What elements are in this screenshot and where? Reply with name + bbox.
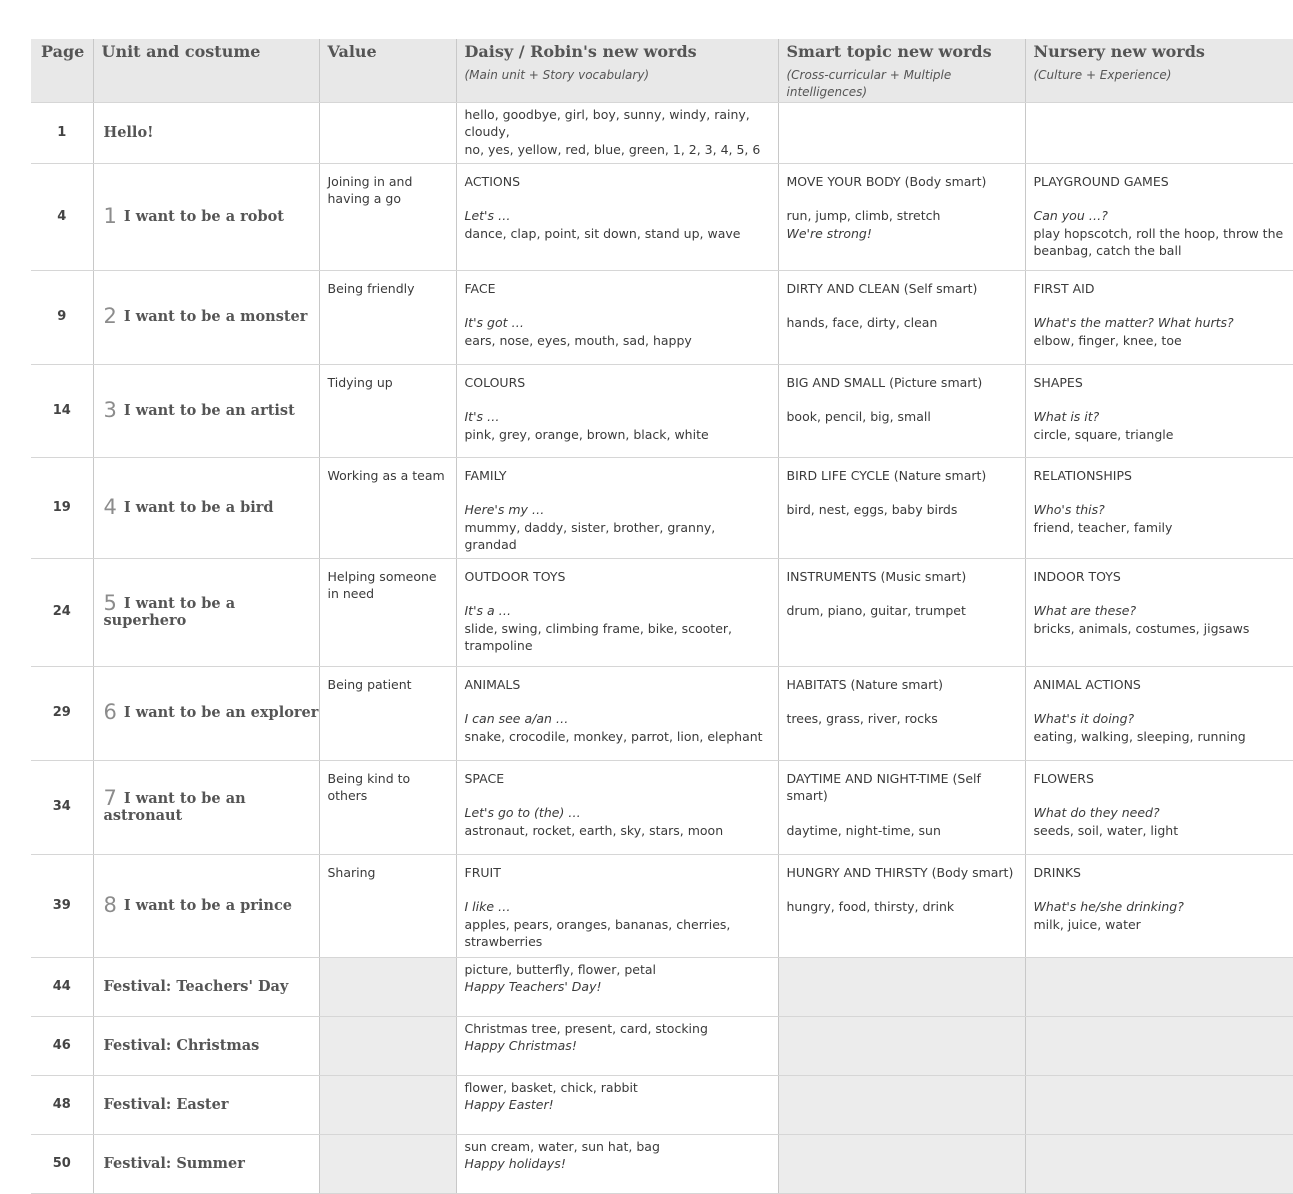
daisy-phrase: Here's my … — [464, 502, 545, 517]
header-nursery — [1025, 39, 1293, 102]
nursery-vocab: seeds, soil, water, light — [1033, 822, 1179, 838]
nursery-phrase: Who's this? — [1033, 502, 1105, 517]
value-cell — [319, 957, 456, 1016]
smart-vocab: hands, face, dirty, clean — [786, 315, 938, 330]
unit-title — [93, 666, 319, 760]
value-cell: Sharing — [319, 854, 456, 957]
unit-number: 7 — [103, 785, 117, 810]
smart-topic: DAYTIME AND NIGHT-TIME (Self smart) — [786, 770, 981, 803]
unit-title-text: I want to be a superhero — [103, 594, 236, 629]
value-cell: Helping someone in need — [319, 558, 456, 666]
daisy-vocab: mummy, daddy, sister, brother, granny, grandad — [464, 519, 716, 552]
nursery-words — [1025, 163, 1293, 270]
daisy-topic: SPACE — [464, 770, 505, 786]
festival-phrase: Happy Easter! — [464, 1097, 554, 1112]
smart-topic: DIRTY AND CLEAN (Self smart) — [786, 280, 978, 296]
value-cell — [319, 1075, 456, 1134]
header-page: Page — [31, 39, 93, 102]
header-value: Value — [319, 39, 456, 102]
table-row — [31, 957, 1293, 1016]
daisy-topic: COLOURS — [464, 374, 526, 390]
value-cell: Being kind to others — [319, 760, 456, 854]
nursery-words — [1025, 854, 1293, 957]
smart-topic: INSTRUMENTS (Music smart) — [786, 568, 967, 584]
unit-title-text: I want to be a robot — [123, 207, 284, 225]
nursery-words — [1025, 270, 1293, 364]
header-smart-title: Smart topic new words — [786, 42, 992, 61]
smart-vocab: drum, piano, guitar, trumpet — [786, 603, 966, 618]
unit-number: 5 — [103, 590, 117, 615]
smart-words — [778, 854, 1025, 957]
smart-topic: MOVE YOUR BODY (Body smart) — [786, 173, 987, 189]
header-daisy-subtitle: (Main unit + Story vocabulary) — [464, 67, 650, 82]
page-number: 48 — [31, 1075, 93, 1134]
daisy-words — [456, 1075, 778, 1134]
daisy-words — [456, 457, 778, 558]
unit-title: Hello! — [93, 102, 319, 163]
daisy-words — [456, 854, 778, 957]
nursery-topic: PLAYGROUND GAMES — [1033, 173, 1169, 189]
table-row — [31, 1134, 1293, 1193]
daisy-topic: ACTIONS — [464, 173, 521, 189]
unit-title — [93, 270, 319, 364]
table-row — [31, 1075, 1293, 1134]
syllabus-sheet — [31, 39, 1293, 1194]
unit-number: 6 — [103, 700, 117, 725]
nursery-topic: DRINKS — [1033, 864, 1081, 880]
nursery-phrase: What do they need? — [1033, 805, 1160, 820]
nursery-words — [1025, 666, 1293, 760]
daisy-phrase: It's got … — [464, 315, 524, 330]
smart-words — [778, 364, 1025, 457]
nursery-vocab: circle, square, triangle — [1033, 426, 1174, 442]
table-body — [31, 102, 1293, 1193]
daisy-words-line: hello, goodbye, girl, boy, sunny, windy, rainy, cloudy, — [464, 106, 750, 139]
nursery-topic: FLOWERS — [1033, 770, 1094, 786]
page-number: 44 — [31, 957, 93, 1016]
table-row — [31, 457, 1293, 558]
smart-words — [778, 666, 1025, 760]
value-cell: Being friendly — [319, 270, 456, 364]
daisy-vocab: apples, pears, oranges, bananas, cherries, strawberries — [464, 916, 731, 949]
daisy-vocab: snake, crocodile, monkey, parrot, lion, elephant — [464, 728, 763, 744]
daisy-vocab: dance, clap, point, sit down, stand up, wave — [464, 225, 741, 241]
smart-words — [778, 270, 1025, 364]
table-row — [31, 270, 1293, 364]
unit-number: 8 — [103, 892, 117, 917]
header-unit: Unit and costume — [93, 39, 319, 102]
smart-phrase: We're strong! — [786, 225, 872, 241]
unit-number: 1 — [103, 203, 117, 228]
daisy-words — [456, 1134, 778, 1193]
value-cell — [319, 1016, 456, 1075]
festival-vocab: picture, butterfly, flower, petal — [464, 961, 656, 977]
daisy-words — [456, 760, 778, 854]
nursery-vocab: play hopscotch, roll the hoop, throw the beanbag, catch the ball — [1033, 225, 1284, 258]
smart-words — [778, 1016, 1025, 1075]
value-cell: Working as a team — [319, 457, 456, 558]
unit-title-text: I want to be a bird — [123, 498, 274, 516]
unit-number: 2 — [103, 304, 117, 329]
daisy-words — [456, 1016, 778, 1075]
smart-words — [778, 163, 1025, 270]
nursery-vocab: bricks, animals, costumes, jigsaws — [1033, 620, 1250, 636]
page-number: 1 — [31, 102, 93, 163]
header-daisy-title: Daisy / Robin's new words — [464, 42, 697, 61]
festival-phrase: Happy Christmas! — [464, 1038, 577, 1053]
value-cell: Being patient — [319, 666, 456, 760]
smart-words — [778, 957, 1025, 1016]
smart-vocab: bird, nest, eggs, baby birds — [786, 502, 958, 517]
page-number: 39 — [31, 854, 93, 957]
smart-vocab: book, pencil, big, small — [786, 409, 931, 424]
nursery-vocab: milk, juice, water — [1033, 916, 1141, 932]
smart-words — [778, 558, 1025, 666]
nursery-topic: SHAPES — [1033, 374, 1083, 390]
table-row — [31, 364, 1293, 457]
nursery-words — [1025, 760, 1293, 854]
unit-title — [93, 558, 319, 666]
daisy-phrase: Let's … — [464, 208, 511, 223]
nursery-words — [1025, 102, 1293, 163]
festival-title: Festival: Easter — [93, 1075, 319, 1134]
table-row — [31, 558, 1293, 666]
unit-title — [93, 364, 319, 457]
daisy-words — [456, 270, 778, 364]
nursery-topic: INDOOR TOYS — [1033, 568, 1121, 584]
page-number: 24 — [31, 558, 93, 666]
nursery-phrase: Can you …? — [1033, 208, 1108, 223]
smart-vocab: trees, grass, river, rocks — [786, 711, 938, 726]
smart-vocab: daytime, night-time, sun — [786, 822, 941, 838]
page-number: 46 — [31, 1016, 93, 1075]
smart-vocab: hungry, food, thirsty, drink — [786, 899, 955, 914]
smart-topic: BIG AND SMALL (Picture smart) — [786, 374, 983, 390]
daisy-vocab: astronaut, rocket, earth, sky, stars, moon — [464, 822, 724, 838]
smart-words — [778, 102, 1025, 163]
header-nursery-title: Nursery new words — [1033, 42, 1205, 61]
nursery-words — [1025, 1075, 1293, 1134]
nursery-phrase: What's the matter? What hurts? — [1033, 315, 1234, 330]
nursery-phrase: What is it? — [1033, 409, 1100, 424]
table-row — [31, 854, 1293, 957]
festival-vocab: Christmas tree, present, card, stocking — [464, 1020, 708, 1036]
page-number: 9 — [31, 270, 93, 364]
daisy-phrase: It's … — [464, 409, 500, 424]
unit-title-text: I want to be an explorer — [123, 704, 319, 722]
smart-topic: HABITATS (Nature smart) — [786, 676, 944, 692]
smart-vocab: run, jump, climb, stretch — [786, 208, 941, 223]
smart-words — [778, 760, 1025, 854]
festival-title: Festival: Summer — [93, 1134, 319, 1193]
header-nursery-subtitle: (Culture + Experience) — [1033, 67, 1172, 82]
daisy-topic: FAMILY — [464, 467, 507, 483]
daisy-words — [456, 558, 778, 666]
unit-number: 4 — [103, 494, 117, 519]
nursery-topic: FIRST AID — [1033, 280, 1095, 296]
daisy-phrase: I can see a/an … — [464, 711, 569, 726]
nursery-words — [1025, 364, 1293, 457]
table-row — [31, 102, 1293, 163]
daisy-words — [456, 102, 778, 163]
daisy-words — [456, 666, 778, 760]
smart-words — [778, 457, 1025, 558]
daisy-words — [456, 163, 778, 270]
daisy-phrase: I like … — [464, 899, 511, 914]
smart-topic: HUNGRY AND THIRSTY (Body smart) — [786, 864, 1014, 880]
festival-phrase: Happy holidays! — [464, 1156, 566, 1171]
nursery-topic: ANIMAL ACTIONS — [1033, 676, 1141, 692]
nursery-words — [1025, 1134, 1293, 1193]
nursery-words — [1025, 558, 1293, 666]
unit-title — [93, 457, 319, 558]
unit-title — [93, 854, 319, 957]
festival-vocab: sun cream, water, sun hat, bag — [464, 1138, 660, 1154]
daisy-vocab: pink, grey, orange, brown, black, white — [464, 426, 709, 442]
value-cell: Tidying up — [319, 364, 456, 457]
unit-title-text: I want to be a monster — [123, 308, 308, 326]
header-daisy — [456, 39, 778, 102]
unit-title-text: I want to be a prince — [123, 896, 293, 914]
nursery-vocab: friend, teacher, family — [1033, 519, 1173, 535]
header-smart — [778, 39, 1025, 102]
daisy-words-line: no, yes, yellow, red, blue, green, 1, 2, 3, 4, 5, 6 — [464, 141, 761, 157]
daisy-phrase: It's a … — [464, 603, 512, 618]
smart-words — [778, 1134, 1025, 1193]
daisy-vocab: slide, swing, climbing frame, bike, scooter, trampoline — [464, 620, 733, 653]
value-cell — [319, 1134, 456, 1193]
nursery-vocab: elbow, finger, knee, toe — [1033, 332, 1182, 348]
table-row — [31, 163, 1293, 270]
smart-words — [778, 1075, 1025, 1134]
daisy-topic: FRUIT — [464, 864, 501, 880]
nursery-words — [1025, 957, 1293, 1016]
unit-title — [93, 760, 319, 854]
unit-title-text: I want to be an artist — [123, 401, 295, 419]
table-row — [31, 666, 1293, 760]
festival-title: Festival: Christmas — [93, 1016, 319, 1075]
unit-number: 3 — [103, 397, 117, 422]
table-row — [31, 1016, 1293, 1075]
header-smart-subtitle: (Cross-curricular + Multiple intelligences) — [786, 67, 952, 99]
daisy-words — [456, 957, 778, 1016]
table-row — [31, 760, 1293, 854]
daisy-topic: OUTDOOR TOYS — [464, 568, 566, 584]
daisy-words — [456, 364, 778, 457]
nursery-words — [1025, 457, 1293, 558]
festival-phrase: Happy Teachers' Day! — [464, 979, 602, 994]
festival-vocab: flower, basket, chick, rabbit — [464, 1079, 638, 1095]
daisy-topic: ANIMALS — [464, 676, 521, 692]
table-header — [31, 39, 1293, 102]
page-number: 19 — [31, 457, 93, 558]
unit-title-text: I want to be an astronaut — [103, 789, 246, 824]
value-cell — [319, 102, 456, 163]
page-number: 4 — [31, 163, 93, 270]
nursery-topic: RELATIONSHIPS — [1033, 467, 1132, 483]
nursery-phrase: What's he/she drinking? — [1033, 899, 1184, 914]
page-number: 50 — [31, 1134, 93, 1193]
page-number: 14 — [31, 364, 93, 457]
smart-topic: BIRD LIFE CYCLE (Nature smart) — [786, 467, 987, 483]
page-number: 29 — [31, 666, 93, 760]
unit-title — [93, 163, 319, 270]
festival-title: Festival: Teachers' Day — [93, 957, 319, 1016]
nursery-phrase: What are these? — [1033, 603, 1137, 618]
daisy-phrase: Let's go to (the) … — [464, 805, 581, 820]
value-cell: Joining in and having a go — [319, 163, 456, 270]
daisy-vocab: ears, nose, eyes, mouth, sad, happy — [464, 332, 692, 348]
nursery-words — [1025, 1016, 1293, 1075]
nursery-vocab: eating, walking, sleeping, running — [1033, 728, 1246, 744]
nursery-phrase: What's it doing? — [1033, 711, 1135, 726]
daisy-topic: FACE — [464, 280, 496, 296]
page-number: 34 — [31, 760, 93, 854]
syllabus-table — [31, 39, 1293, 1194]
